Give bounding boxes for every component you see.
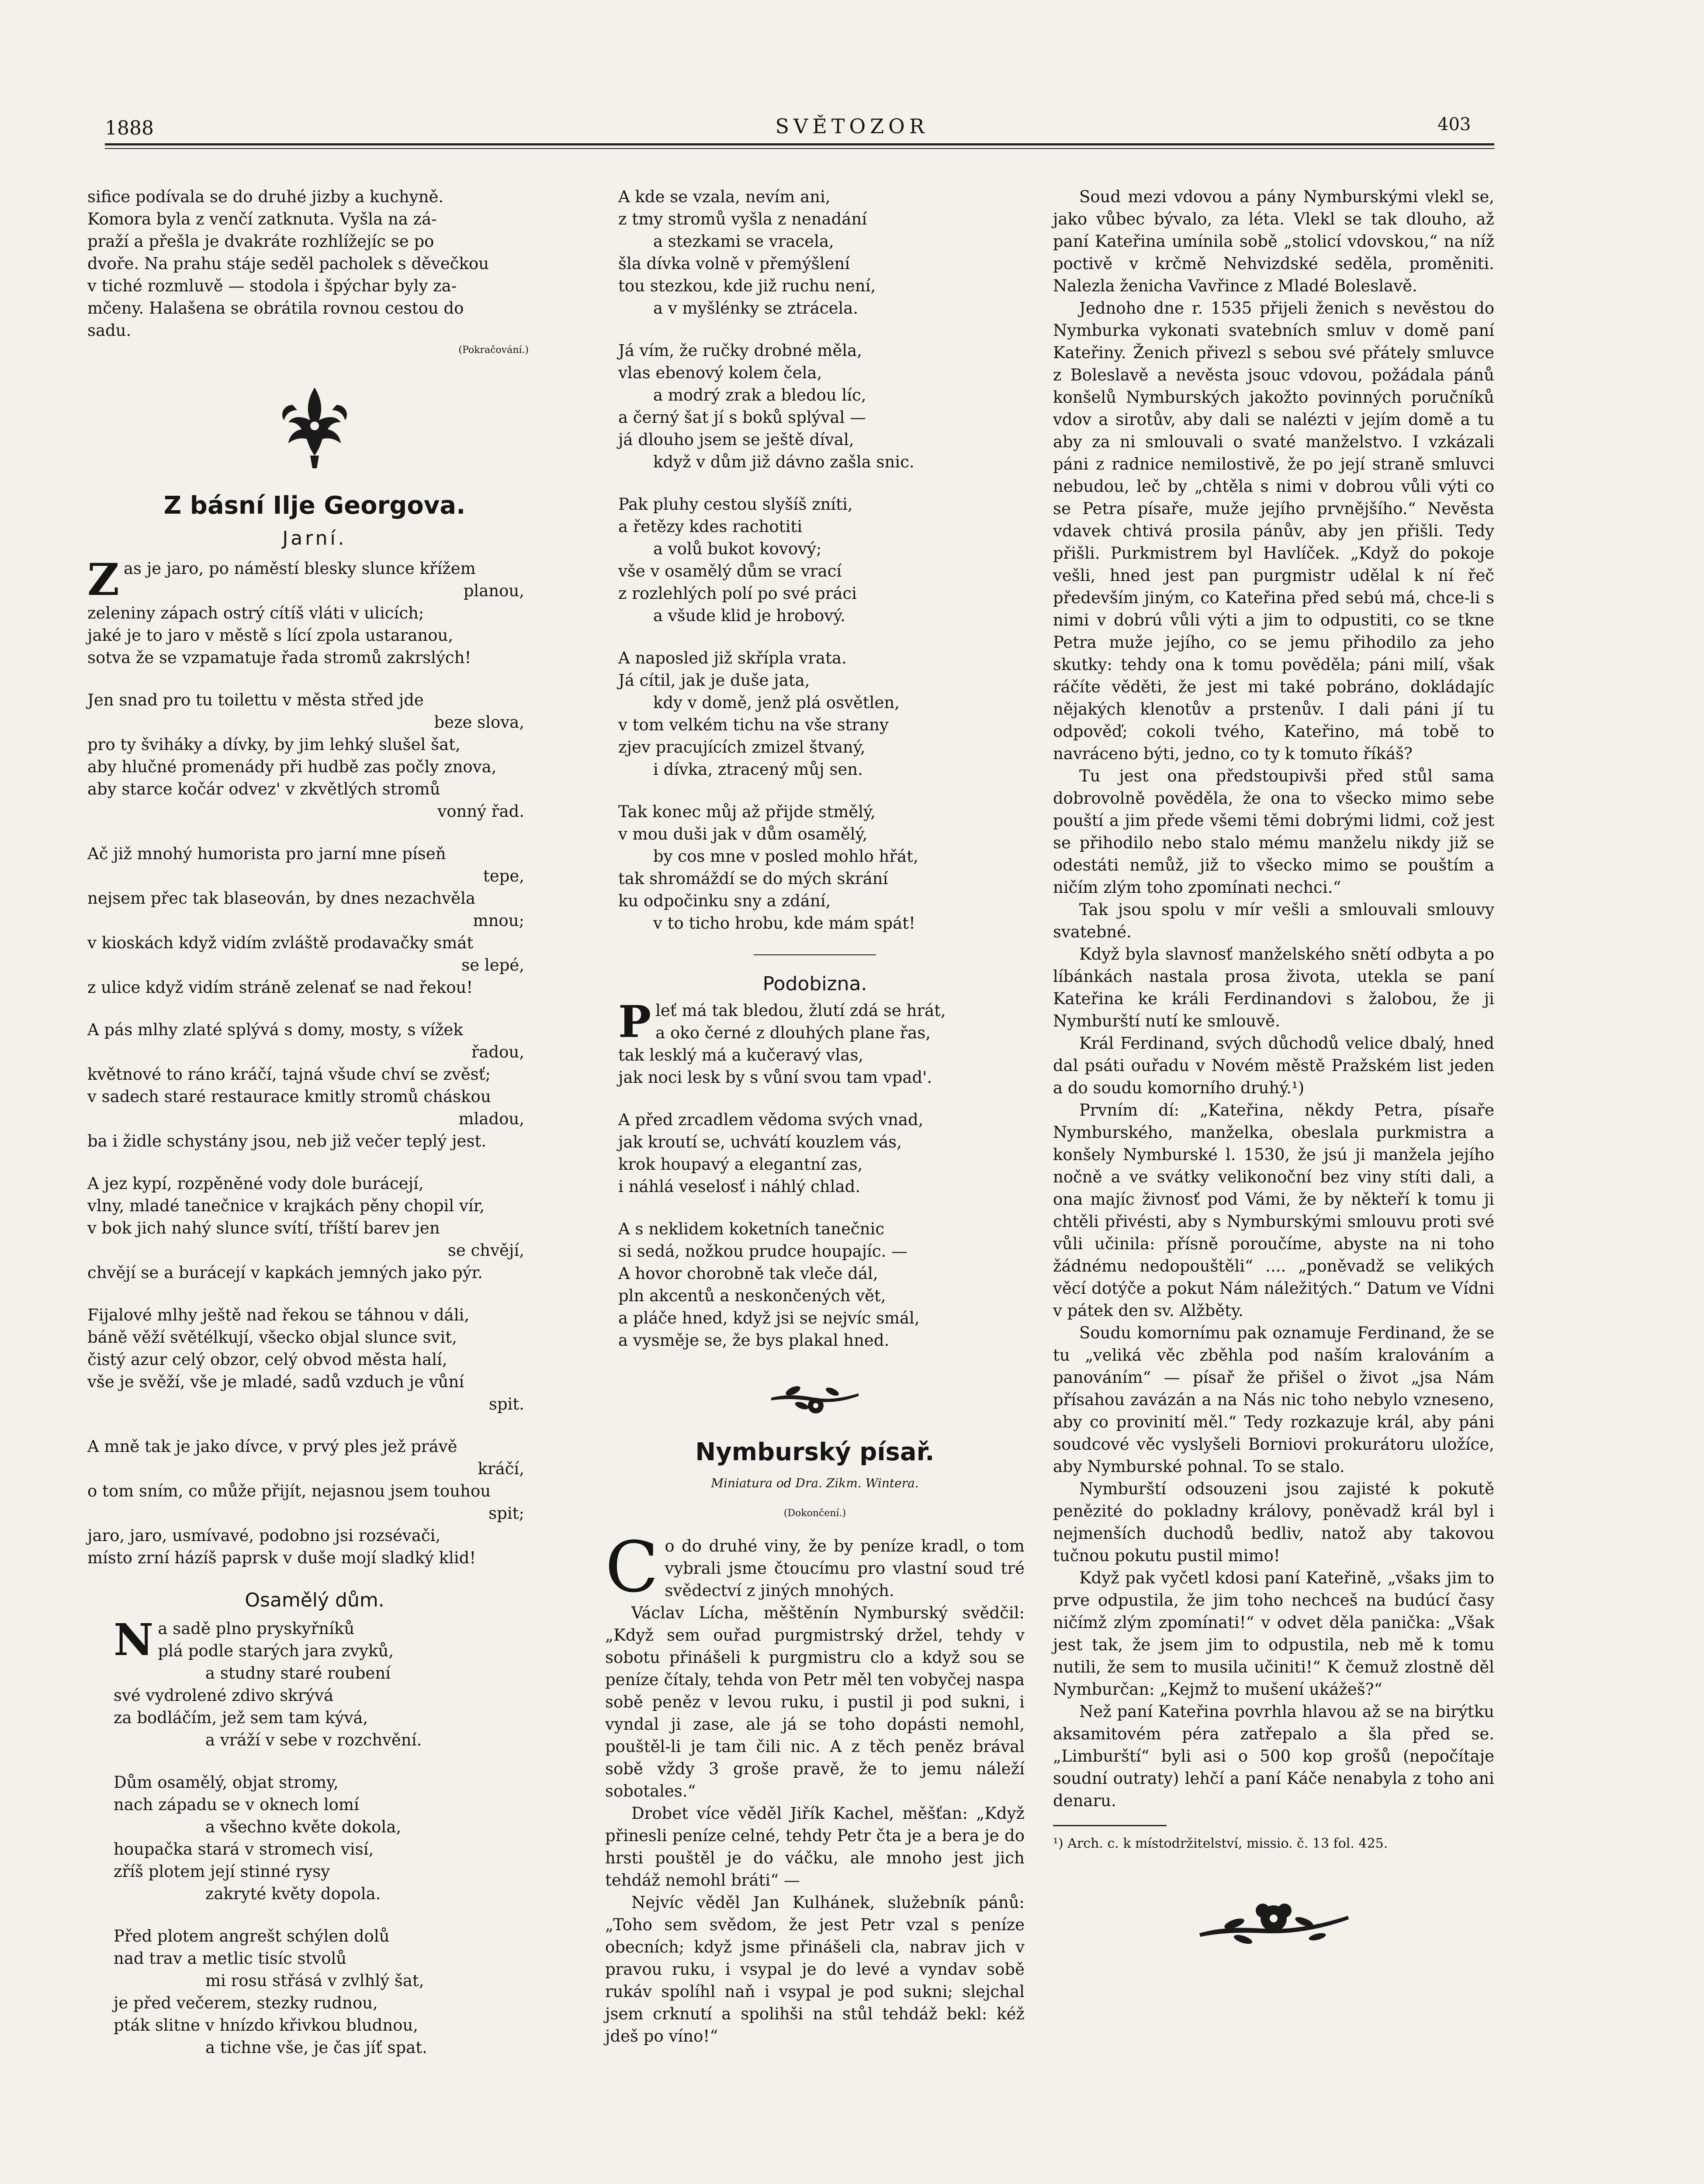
header-rule-top <box>105 143 1494 145</box>
verse-line <box>114 1970 542 1992</box>
verse-line <box>114 1860 542 1883</box>
verse-text: spit; <box>488 1504 524 1523</box>
verse-text: Já vím, že ručky drobné měla, <box>618 341 862 360</box>
verse-text: se chvějí, <box>447 1241 524 1260</box>
verse-text: Pak pluhy cestou slyšíš zníti, <box>618 495 853 514</box>
verse-text: v tom velkém tichu na vše strany <box>618 715 889 734</box>
stanza <box>114 1771 542 1905</box>
poem-jarni <box>87 554 542 1569</box>
verse-line <box>114 1640 542 1662</box>
verse-text: pták slitne v hnízdo křivkou bludnou, <box>114 2016 419 2035</box>
verse-line <box>114 1947 542 1970</box>
drop-cap: Z <box>87 554 119 605</box>
verse-line <box>618 429 1025 451</box>
verse-line <box>618 1131 1025 1153</box>
verse-line <box>87 865 542 887</box>
verse-line <box>87 1547 542 1569</box>
verse-text: když v dům již dávno zašla snic. <box>653 453 914 471</box>
stanza <box>618 996 1025 1089</box>
verse-line <box>87 1348 542 1371</box>
verse-line <box>618 1044 1025 1066</box>
verse-line <box>618 208 1025 230</box>
verse-text: z rozlehlých polí po své práci <box>618 584 857 603</box>
verse-line <box>618 297 1025 319</box>
stanza <box>618 1109 1025 1198</box>
verse-text: a sadě plno pryskyřníků <box>158 1619 355 1638</box>
verse-line <box>618 1175 1025 1198</box>
stanza <box>618 186 1025 319</box>
verse-text: A před zrcadlem vědoma svých vnad, <box>618 1110 924 1129</box>
stanza <box>114 1614 542 1751</box>
verse-text: své vydrolené zdivo skrývá <box>114 1686 334 1705</box>
verse-text: aby hlučné promenády při hudbě zas počly znova, <box>87 757 497 776</box>
verse-line <box>114 1684 542 1707</box>
verse-text: vše v osamělý dům se vrací <box>618 562 842 581</box>
poem-collection-title: Z básní Ilje Georgova. <box>163 491 466 520</box>
continuation-line: mčeny. Halašena se obrátila rovnou cestou do <box>87 299 464 318</box>
fleur-ornament-icon <box>267 379 363 475</box>
paragraph-text: o do druhé viny, že by peníze kradl, o tom vybrali jsme čtoucímu pro vlastní soud tré svědectví z jiných mnohých. <box>665 1537 1025 1600</box>
verse-line <box>618 736 1025 758</box>
verse-text: a studny staré roubení <box>205 1664 391 1683</box>
verse-text: zjev pracujících zmizel štvaný, <box>618 738 866 757</box>
verse-text: spit. <box>488 1395 524 1413</box>
verse-text: jak noci lesk by s vůní svou tam vpad'. <box>618 1068 932 1087</box>
verse-text: sotva že se vzpamatuje řada stromů zakrslých! <box>87 648 471 667</box>
verse-line <box>87 1371 542 1393</box>
verse-text: leť má tak bledou, žlutí zdá se hrát, <box>655 1001 946 1020</box>
verse-text: Fijalové mlhy ještě nad řekou se táhnou v dáli, <box>87 1306 470 1324</box>
verse-text: Dům osamělý, objat stromy, <box>114 1773 339 1792</box>
verse-text: A kde se vzala, nevím ani, <box>618 187 831 206</box>
verse-text: zakryté květy dopola. <box>205 1884 381 1903</box>
verse-line <box>87 1108 542 1130</box>
stanza <box>618 801 1025 934</box>
verse-line <box>618 1022 1025 1044</box>
verse-text: mi rosu střásá v zvlhlý šat, <box>205 1971 424 1990</box>
verse-text: pln akcentů a neskončených vět, <box>618 1286 886 1305</box>
verse-line <box>87 1261 542 1284</box>
poem-title-osamely-dum: Osamělý dům. <box>245 1589 384 1611</box>
verse-text: a pláče hned, když jsi se nejvíc smál, <box>618 1309 920 1327</box>
verse-line <box>87 646 542 669</box>
verse-line <box>87 1239 542 1261</box>
verse-line <box>87 932 542 954</box>
verse-line <box>87 602 542 624</box>
story-text <box>605 1526 1025 2047</box>
verse-line <box>114 1729 542 1751</box>
verse-text: mladou, <box>458 1109 524 1128</box>
story-paragraph: Soudu komornímu pak oznamuje Ferdinand, že se tu „veliká věc zběhla pod naším kralováním a panováním“ — písař že přišel o život „jsa Nám přísahou zavázán a na Nás nic toho nebylo vzneseno, aby co provinití měl.“ Tedy rozkazuje král, aby páni soudcové věc vyslyšeli Borniovi prokurátoru uložíce, aby Nymburské pohnal. To se stalo. <box>1053 1324 1494 1476</box>
verse-text: šla dívka volně v přemýšlení <box>618 254 850 273</box>
verse-text: Jen snad pro tu toilettu v města střed jde <box>87 691 424 709</box>
verse-text: tak shromáždí se do mých skrání <box>618 869 888 888</box>
verse-text: Já cítil, jak je duše jata, <box>618 671 810 690</box>
verse-line <box>618 890 1025 912</box>
verse-line <box>618 186 1025 208</box>
verse-line <box>114 2036 542 2059</box>
verse-line <box>618 362 1025 384</box>
verse-line <box>618 823 1025 845</box>
verse-text: nejsem přec tak blaseován, by dnes nezachvěla <box>87 889 475 908</box>
verse-line <box>618 1109 1025 1131</box>
verse-line <box>87 1172 542 1195</box>
verse-line <box>87 711 542 733</box>
verse-text: tepe, <box>483 867 524 885</box>
flower-vignette-ornament-icon <box>1191 1885 1357 1959</box>
story-paragraph: Král Ferdinand, svých důchodů velice dbalý, hned dal psáti ouřadu v Novém městě Pražském list jeden a do soudu komorního druhý.¹) <box>1053 1034 1494 1097</box>
continuation-line: sifice podívala se do druhé jizby a kuchyně. <box>87 187 444 206</box>
story-paragraph: Nymburští odsouzeni jsou zajisté k pokutě penězité do pokladny královy, poněvadž král byl i nejmenších duchodů bedliv, natož aby takovou tučnou pokutu pustil mimo! <box>1053 1479 1494 1565</box>
verse-line <box>618 845 1025 867</box>
verse-line <box>87 1019 542 1041</box>
verse-line <box>618 582 1025 605</box>
verse-line <box>618 515 1025 538</box>
verse-text: báně věží světélkují, všecko objal slunce svit, <box>87 1328 457 1347</box>
verse-text: já dlouho jsem se ještě díval, <box>618 430 854 449</box>
stanza <box>618 493 1025 627</box>
stanza <box>87 1435 542 1569</box>
verse-text: Ač již mnohý humorista pro jarní mne píseň <box>87 844 446 863</box>
verse-line <box>87 778 542 800</box>
story-paragraph: Prvním dí: „Kateřina, někdy Petra, písaře Nymburského, manželka, obeslala purkmistra a konšely Nymburské l. 1530, že jsú ji manžela jejího nočně a ve svátky velikonoční bez viny stíti dali, a ona majíc živnosť pod Vámi, že by někteří k tomu ji chtěli přivésti, aby s Nymburskými smlouvu proti své vůli učinila: přísně poroučíme, abyste na ni toho žádnému nedopouštěli“ .... „poněvadž se velikých věcí dotýče a pokut Nám náležitých.“ Datum ve Vídni v pátek den sv. Alžběty. <box>1053 1101 1494 1320</box>
verse-text: A mně tak je jako dívce, v prvý ples jež právě <box>87 1437 457 1456</box>
verse-text: vlas ebenový kolem čela, <box>618 363 822 382</box>
verse-text: vlny, mladé tanečnice v krajkách pěny chopil vír, <box>87 1196 485 1215</box>
verse-text: A jez kypí, rozpěněné vody dole burácejí, <box>87 1174 424 1193</box>
story-subtitle: Miniatura od Dra. Zikm. Wintera. <box>711 1476 919 1490</box>
verse-line <box>618 252 1025 275</box>
verse-line <box>618 1262 1025 1285</box>
verse-text: mnou; <box>473 911 524 930</box>
drop-cap: P <box>618 996 651 1047</box>
verse-line <box>87 843 542 865</box>
verse-text: i náhlá veselosť i náhlý chlad. <box>618 1177 861 1196</box>
verse-text: chvějí se a burácejí v kapkách jemných jako pýr. <box>87 1263 483 1282</box>
verse-text: A hovor chorobně tak vleče dál, <box>618 1264 878 1283</box>
verse-text: a řetězy kdes rachotiti <box>618 517 803 536</box>
verse-line <box>618 384 1025 406</box>
story-paragraph <box>605 1526 1025 1608</box>
verse-line <box>87 733 542 756</box>
verse-line <box>618 1329 1025 1351</box>
footnote: ¹) Arch. c. k místodržitelství, missio. č. 13 fol. 425. <box>1053 1836 1388 1851</box>
story-paragraph <box>605 1891 1025 2047</box>
verse-line <box>87 1458 542 1480</box>
verse-line <box>114 1925 542 1947</box>
verse-line <box>87 1480 542 1502</box>
continuation-note: (Pokračování.) <box>458 345 529 356</box>
column-left <box>87 186 542 2079</box>
verse-line <box>618 406 1025 429</box>
verse-text: kdy v domě, jenž plá osvětlen, <box>653 693 900 712</box>
verse-text: v kioskách když vidím zvláště prodavačky smát <box>87 933 474 952</box>
verse-text: Tak konec můj až přijde stmělý, <box>618 802 876 821</box>
page-number-left: 1888 <box>105 117 154 139</box>
verse-text: a stezkami se vracela, <box>653 232 834 251</box>
verse-text: a volů bukot kovový; <box>653 539 822 558</box>
verse-text: planou, <box>463 581 524 600</box>
stanza <box>618 647 1025 781</box>
verse-line <box>87 800 542 822</box>
verse-text: a tichne vše, je čas jíť spat. <box>205 2038 427 2057</box>
verse-text: pro ty šviháky a dívky, by jim lehký slušel šat, <box>87 735 461 754</box>
story-paragraph: Když byla slavnosť manželského snětí odbyta a po líbánkách nastala prosa života, utekla se paní Kateřina ke králi Ferdinandovi s žalobou, že ji Nymburští nutí ke smlouvě. <box>1053 945 1494 1030</box>
verse-line <box>87 887 542 909</box>
verse-line <box>87 1326 542 1348</box>
verse-line <box>618 867 1025 890</box>
verse-line <box>87 976 542 999</box>
verse-line <box>618 758 1025 781</box>
verse-text: houpačka stará v stromech visí, <box>114 1840 374 1859</box>
verse-text: tak lesklý má a kučeravý vlas, <box>618 1046 864 1064</box>
verse-text: a oko černé z dlouhých plane řas, <box>655 1023 931 1042</box>
continuation-line: dvoře. Na prahu stáje seděl pacholek s děvečkou <box>87 254 489 273</box>
verse-text: a vráží v sebe v rozchvění. <box>205 1731 422 1749</box>
stanza <box>618 1218 1025 1351</box>
stanza <box>87 554 542 669</box>
verse-line <box>87 624 542 646</box>
poem-osamely-dum-continued <box>605 186 1025 934</box>
verse-line <box>87 1393 542 1415</box>
stanza <box>114 1925 542 2059</box>
verse-line <box>87 1130 542 1152</box>
verse-line <box>87 1063 542 1085</box>
section-divider <box>754 954 876 955</box>
verse-line <box>87 1041 542 1063</box>
verse-line <box>87 580 542 602</box>
verse-text: si sedá, nožkou prudce houpajíc. — <box>618 1242 908 1261</box>
verse-line <box>87 1435 542 1458</box>
verse-line <box>87 954 542 976</box>
verse-text: zeleniny zápach ostrý cítíš vláti v ulicích; <box>87 604 424 622</box>
verse-line <box>618 1285 1025 1307</box>
verse-line <box>114 1662 542 1684</box>
verse-text: jaké je to jaro v městě s lící zpola ustaranou, <box>87 626 454 645</box>
verse-text: nad trav a metlic tisíc stvolů <box>114 1949 347 1968</box>
verse-line <box>87 1217 542 1239</box>
header-rule-bottom <box>105 148 1494 149</box>
verse-text: je před večerem, stezky rudnou, <box>114 1994 378 2012</box>
verse-text: ba i židle schystány jsou, neb již večer teplý jest. <box>87 1132 487 1151</box>
verse-text: a v myšlénky se ztrácela. <box>653 299 859 318</box>
verse-text: místo zrní házíš paprsk v duše mojí sladký klid! <box>87 1548 476 1567</box>
story-text-continued <box>1053 186 1494 1812</box>
footnote-rule <box>1053 1825 1167 1826</box>
stanza <box>87 1304 542 1415</box>
stanza <box>618 339 1025 473</box>
continuation-line: v tiché rozmluvě — stodola i špýchar byly za- <box>87 276 457 295</box>
verse-text: nach západu se v oknech lomí <box>114 1795 359 1814</box>
poem-podobizna <box>605 996 1025 1351</box>
story-paragraph: Soud mezi vdovou a pány Nymburskými vlekl se, jako vůbec bývalo, za léta. Vlekl se tak dlouho, až paní Kateřina umínila sobě „stolicí vdovskou,“ na níž poctivě v krčmě Nehvizdské seděla, proměniti. Nalezla ženicha Vavřince z Mladé Boleslavě. <box>1053 187 1494 295</box>
verse-text: ku odpočinku sny a zdání, <box>618 892 831 910</box>
verse-line <box>618 912 1025 934</box>
stanza <box>87 843 542 999</box>
verse-line <box>87 756 542 778</box>
verse-text: tou stezkou, kde již ruchu není, <box>618 276 876 295</box>
verse-text: řadou, <box>471 1043 524 1061</box>
verse-text: v bok jich nahý slunce svítí, tříští barev jen <box>87 1219 440 1237</box>
verse-text: zříš plotem její stinné rysy <box>114 1862 330 1881</box>
continuation-line: praží a přešla je dvakráte rozhlížejíc se po <box>87 232 434 251</box>
verse-line <box>618 647 1025 669</box>
story-paragraph: Jednoho dne r. 1535 přijeli ženich s nevěstou do Nymburka vykonati svatebních smluv v domě paní Kateřiny. Ženich přivezl s sebou své přátely smluvce z Boleslavě a nevěsta jsouc vdovou, požádala pánů konšelů Nymburských jakožto povinných poručníků vdov a sirotův, aby dali se nalézti v jejím domě a tu aby za ni smlouvali o svaté manželstvo. I vzkázali páni z radnice nemilostivě, že po její straně smluvci nebudou, leč by „chtěla s nimi v dobrou vůli výti co se Petra písaře, muže jejího prvnějšího.“ Nevěsta vdavek chtivá prosila pánův, aby jen přišli. Tedy přišli. Purkmistrem byl Havlíček. „Když do pokoje vešli, hned jest pan purgmistr udělal k ní řeč především jiným, co Kateřina před sebú má, chce-li s nimi v dobrú vůli výti a jim to odpustiti, co se tkne Petra muže jejího, co se jemu přihodilo za jeho skutky: tehdy ona k tomu pověděla; páni milí, však ráčíte věděti, že jest mi také pobráno, dokládajíc nějakých klenotův a prstenův. I dali páni jí tu odpověď; cokoli tvého, Kateřino, má tobě to navráceno býti, jedno, co ty k tomuto říkáš? <box>1053 299 1494 763</box>
paragraph-text: Drobet více věděl Jiřík Kachel, měšťan: „Když přinesli peníze celné, tehdy Petr čta je a bera je do hrsti pouštěl je do váčku, ale mnoho jest jich tehdáž nemohl bráti“ — <box>605 1804 1025 1890</box>
verse-line <box>87 1502 542 1524</box>
story-paragraph: Než paní Kateřina povrhla hlavou až se na birýtku aksamitovém péra zatřepalo a šla před se. „Limburští“ byli asi o 500 kop grošů (nepočítaje soudní outraty) lehčí a paní Káče nenabyla z toho ani denaru. <box>1053 1702 1494 1810</box>
flower-branch-ornament-icon <box>767 1372 863 1420</box>
verse-text: jaro, jaro, usmívavé, podobno jsi rozsévači, <box>87 1526 441 1545</box>
verse-line <box>618 691 1025 714</box>
verse-line <box>114 1883 542 1905</box>
drop-cap: C <box>605 1526 659 1608</box>
verse-line <box>87 1524 542 1547</box>
verse-text: a všude klid je hrobový. <box>653 606 845 625</box>
verse-text: z tmy stromů vyšla z nenadání <box>618 210 867 228</box>
verse-line <box>618 1240 1025 1262</box>
verse-line <box>618 339 1025 362</box>
paragraph-text: Nejvíc věděl Jan Kulhánek, služebník pánů: „Toho sem svědom, že jest Petr vzal s peníze obecních; když jsme přinášeli cla, nabrav jich v pravou ruku, i vsypal je do levé a vyndav sobě rukáv spolíhl naň i vsypal je pod sukni; slejchal jsem crknutí a spolihši na stůl tehdáž bekl: kéž jdeš po víno!“ <box>605 1893 1025 2046</box>
continuation-text <box>87 186 542 342</box>
stanza <box>87 689 542 822</box>
story-note: (Dokončení.) <box>783 1508 846 1519</box>
drop-cap: N <box>114 1614 154 1666</box>
poem-title-jarni: Jarní. <box>282 527 347 549</box>
column-middle <box>605 186 1025 2047</box>
verse-line <box>114 1816 542 1838</box>
verse-line <box>618 801 1025 823</box>
poem-osamely-dum <box>87 1614 542 2059</box>
verse-line <box>618 714 1025 736</box>
verse-text: v mou duši jak v dům osamělý, <box>618 825 868 843</box>
verse-text: plá podle starých jara zvyků, <box>158 1641 394 1660</box>
verse-text: čistý azur celý obzor, celý obvod města halí, <box>87 1350 447 1369</box>
verse-line <box>618 538 1025 560</box>
verse-text: květnové to ráno kráčí, tajná všude chví se zvěsť; <box>87 1065 491 1084</box>
verse-text: v sadech staré restaurace kmitly stromů cháskou <box>87 1087 491 1106</box>
verse-text: a modrý zrak a bledou líc, <box>653 386 866 404</box>
verse-text: aby starce kočár odvez' v zkvětlých stromů <box>87 780 440 798</box>
verse-text: a černý šat jí s boků splýval — <box>618 408 866 427</box>
verse-text: i dívka, ztracený můj sen. <box>653 760 863 779</box>
verse-text: za bodláčím, jež sem tam kývá, <box>114 1708 368 1727</box>
verse-line <box>618 493 1025 515</box>
verse-text: z ulice když vidím stráně zelenať se nad řekou! <box>87 978 473 997</box>
story-paragraph <box>605 1802 1025 1891</box>
verse-text: v to ticho hrobu, kde mám spát! <box>653 914 915 933</box>
verse-line <box>87 1085 542 1108</box>
story-paragraph: Když pak vyčetl kdosi paní Kateřině, „všaks jim to prve odpustila, že jim toho nechceš na budúcí časy ničímž zlým zpomínati!“ v odvet děla panička: „Však jest tak, že jsem jim to odpustila, neb mě k tomu nutili, že sem to musila učiniti!“ K čemuž zlostně děl Nymburčan: „Kejmž to mušení ukážeš?“ <box>1053 1569 1494 1699</box>
verse-text: A pás mlhy zlaté splývá s domy, mosty, s vížek <box>87 1020 463 1039</box>
verse-line <box>114 1771 542 1794</box>
verse-line <box>114 1992 542 2014</box>
verse-text: as je jaro, po náměstí blesky slunce křížem <box>124 559 476 578</box>
paragraph-text: Václav Lícha, měštěnín Nymburský svědčil: „Když sem ouřad purgmistrský držel, tehdy v sobotu přinášeli k purgmistru clo a když sou se peníze čítaly, tehda von Petr měl ten vobyčej naspa sobě peněz v levou ruku, i pustil ji pod sukni, i vyndal ji zase, ale já se toho dopásti nemohl, pouštěl-li je tam čili nic. A z těch peněz brával sobě vždy 3 groše pravě, že to jemu náleží sobotales.“ <box>605 1603 1025 1800</box>
masthead-title: SVĚTOZOR <box>775 114 929 138</box>
verse-line <box>87 1195 542 1217</box>
poem-title-podobizna: Podobizna. <box>762 973 867 995</box>
verse-text: jak kroutí se, uchvátí kouzlem vás, <box>618 1133 902 1151</box>
verse-text: kráčí, <box>478 1459 524 1478</box>
verse-text: se lepé, <box>461 956 524 975</box>
verse-text: vše je svěží, vše je mladé, sadů vzduch je vůní <box>87 1372 464 1391</box>
verse-text: A s neklidem koketních tanečnic <box>618 1220 885 1238</box>
verse-text: o tom sním, co může přijít, nejasnou jsem touhou <box>87 1482 491 1500</box>
verse-line <box>618 230 1025 252</box>
continuation-line: Komora byla z venčí zatknuta. Vyšla na zá- <box>87 210 437 228</box>
page-number-right: 403 <box>1437 114 1471 135</box>
story-paragraph <box>605 1602 1025 1802</box>
verse-line <box>618 1218 1025 1240</box>
story-paragraph: Tak jsou spolu v mír vešli a smlouvali smlouvy svatebné. <box>1053 900 1494 941</box>
stanza <box>87 1172 542 1284</box>
column-right <box>1053 186 1494 1959</box>
verse-line <box>87 909 542 932</box>
verse-line <box>618 605 1025 627</box>
verse-line <box>87 689 542 711</box>
verse-text: a vysměje se, že bys plakal hned. <box>618 1331 890 1350</box>
verse-text: Před plotem angrešt schýlen dolů <box>114 1927 390 1946</box>
verse-text: by cos mne v posled mohlo hřát, <box>653 847 918 866</box>
verse-line <box>618 1307 1025 1329</box>
verse-line <box>618 1066 1025 1089</box>
verse-line <box>618 275 1025 297</box>
verse-text: vonný řad. <box>437 802 524 821</box>
verse-line <box>618 451 1025 473</box>
verse-text: a všechno květe dokola, <box>205 1818 402 1836</box>
continuation-line: sadu. <box>87 321 132 340</box>
verse-line <box>114 1707 542 1729</box>
verse-line <box>618 669 1025 691</box>
verse-line <box>114 2014 542 2036</box>
verse-line <box>114 1794 542 1816</box>
verse-text: A naposled již skřípla vrata. <box>618 649 847 667</box>
stanza <box>87 1019 542 1152</box>
verse-text: krok houpavý a elegantní zas, <box>618 1155 863 1174</box>
verse-line <box>618 560 1025 582</box>
story-paragraph: Tu jest ona předstoupivši před stůl sama dobrovolně pověděla, že ona to všecko mimo sebe pouští a jim přede všemi těmi dobrými lidmi, což jest se přihodilo nebo stalo mému manželu nikdy již se odestáti nemůž, již to všecko mimo se pouštím a ničím zlým toho zpomínati nechci.“ <box>1053 767 1494 897</box>
verse-text: beze slova, <box>434 713 524 732</box>
story-title: Nymburský písař. <box>695 1438 935 1466</box>
verse-line <box>87 1304 542 1326</box>
verse-line <box>618 1153 1025 1175</box>
verse-line <box>114 1838 542 1860</box>
